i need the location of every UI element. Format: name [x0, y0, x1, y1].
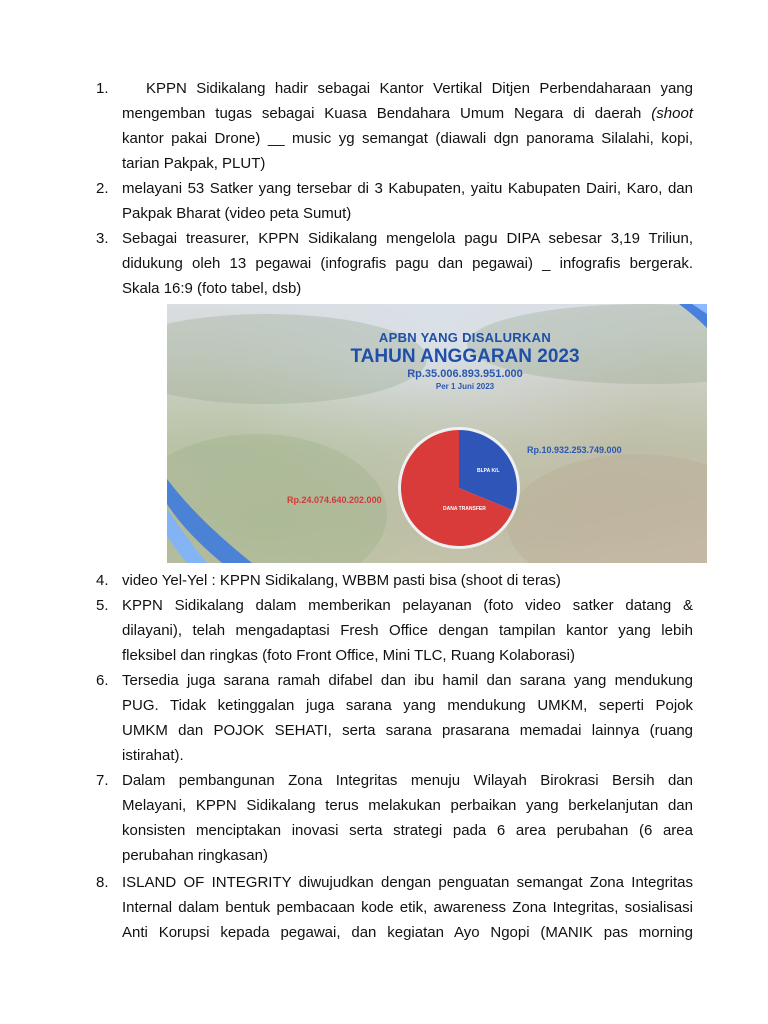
text-line: Tersedia juga sarana ramah difabel dan ibu hamil dan sarana yang mendukung [122, 672, 693, 689]
text-line: kantor pakai Drone) __ music yg semangat (diawali dgn panorama Silalahi, kopi, [122, 130, 693, 147]
list-item-5 [96, 593, 693, 668]
text-line: istirahat). [122, 747, 184, 764]
text-line: Dalam pembangunan Zona Integritas menuju Wilayah Birokrasi Bersih dan [122, 772, 693, 789]
list-number: 7. [96, 772, 109, 789]
text-line: ISLAND OF INTEGRITY diwujudkan dengan penguatan semangat Zona Integritas [122, 874, 693, 891]
text-line [122, 101, 693, 126]
list-item-text [122, 668, 693, 768]
text-line: PUG. Tidak ketinggalan juga sarana yang mendukung UMKM, seperti Pojok [122, 697, 693, 714]
text-line: Sebagai treasurer, KPPN Sidikalang mengelola pagu DIPA sebesar 3,19 Triliun, [122, 230, 693, 247]
text-line: perubahan ringkasan) [122, 847, 268, 864]
pie-slice-label: BLPA K/L [477, 468, 500, 474]
infographic-year-title: TAHUN ANGGARAN 2023 [350, 346, 580, 367]
infographic-date: Per 1 Juni 2023 [435, 382, 495, 391]
list-number: 1. [96, 80, 109, 97]
list-item-text [122, 768, 693, 868]
list-item-2 [96, 176, 693, 226]
list-item-text [122, 568, 693, 593]
list-number: 5. [96, 597, 109, 614]
text-line: Skala 16:9 (foto tabel, dsb) [122, 280, 302, 297]
list-item-1 [96, 76, 693, 176]
slice-value-label-dana-transfer: Rp.24.074.640.202.000 [287, 495, 382, 505]
text-line: fleksibel dan ringkas (foto Front Office, Mini TLC, Ruang Kolaborasi) [122, 647, 575, 664]
text-span: mengemban tugas sebagai Kuasa Bendahara Umum Negara di daerah [122, 105, 652, 122]
text-line: Melayani, KPPN Sidikalang terus melakukan perbaikan yang berkelanjutan dan [122, 797, 693, 814]
list-number: 4. [96, 572, 109, 589]
text-line: KPPN Sidikalang dalam memberikan pelayanan (foto video satker datang & [122, 597, 693, 614]
text-line: konsisten menciptakan inovasi serta strategi pada 6 area perubahan (6 area [122, 822, 693, 839]
list-item-text [122, 76, 693, 176]
list-number: 3. [96, 230, 109, 247]
list-item-6 [96, 668, 693, 768]
text-line: Internal dalam bentuk pembacaan kode etik, awareness Zona Integritas, sosialisasi [122, 899, 693, 916]
text-line: dilayani), telah mengadaptasi Fresh Office dengan tampilan kantor yang lebih [122, 622, 693, 639]
list-item-4 [96, 568, 693, 593]
text-line: melayani 53 Satker yang tersebar di 3 Kabupaten, yaitu Kabupaten Dairi, Karo, dan [122, 180, 693, 197]
apbn-infographic-image [167, 304, 707, 563]
pie-chart [397, 426, 521, 550]
text-line: Pakpak Bharat (video peta Sumut) [122, 205, 352, 222]
list-item-7 [96, 768, 693, 868]
list-number: 8. [96, 874, 109, 891]
text-line: Anti Korupsi kepada pegawai, dan kegiatan Ayo Ngopi (MANIK pas morning [122, 924, 693, 941]
text-line: UMKM dan POJOK SEHATI, serta sarana prasarana memadai lainnya (ruang [122, 722, 693, 739]
list-item-8 [96, 870, 693, 945]
pie-slice-label: DANA TRANSFER [443, 506, 486, 512]
italic-text: (shoot [651, 105, 693, 122]
text-line: video Yel-Yel : KPPN Sidikalang, WBBM pasti bisa (shoot di teras) [122, 572, 561, 589]
list-item-text [122, 226, 693, 301]
list-item-text [122, 870, 693, 945]
infographic-title: APBN YANG DISALURKAN [378, 330, 552, 345]
list-item-text [122, 593, 693, 668]
list-number: 6. [96, 672, 109, 689]
slice-value-label-blpa: Rp.10.932.253.749.000 [527, 445, 622, 455]
text-line: tarian Pakpak, PLUT) [122, 155, 266, 172]
text-line: KPPN Sidikalang hadir sebagai Kantor Vertikal Ditjen Perbendaharaan yang [146, 80, 693, 97]
list-number: 2. [96, 180, 109, 197]
list-item-3 [96, 226, 693, 301]
list-item-text [122, 176, 693, 226]
text-line: didukung oleh 13 pegawai (infografis pagu dan pegawai) _ infografis bergerak. [122, 255, 693, 272]
infographic-total: Rp.35.006.893.951.000 [407, 368, 523, 380]
